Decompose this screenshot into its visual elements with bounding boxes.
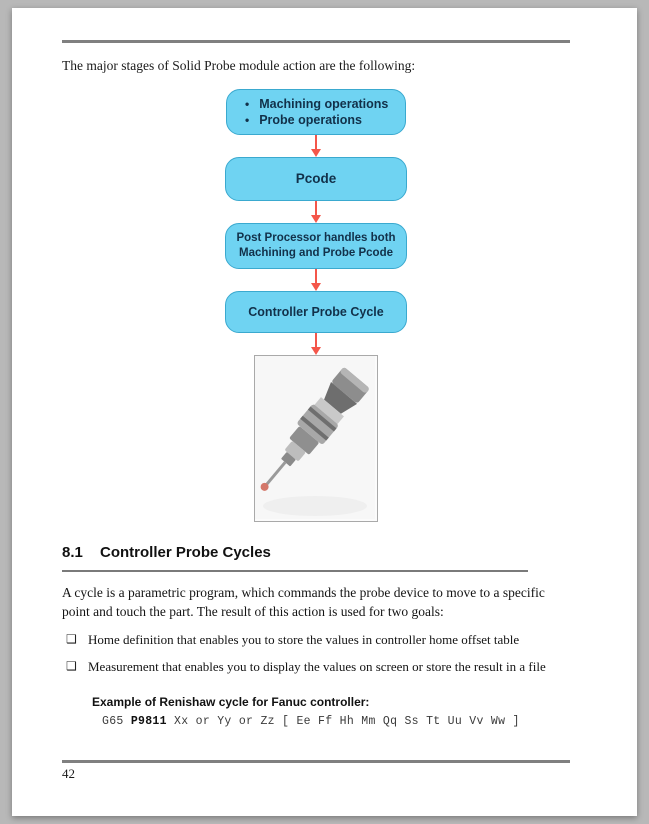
section-title: Controller Probe Cycles <box>100 544 271 562</box>
flowchart <box>62 89 570 522</box>
section-rule <box>62 570 528 572</box>
probe-photo <box>254 355 378 522</box>
code-suffix: Xx or Yy or Zz [ Ee Ff Hh Mm Qq Ss Tt Uu Vv Ww ] <box>166 715 520 729</box>
intro-paragraph: The major stages of Solid Probe module action are the following: <box>62 58 416 73</box>
section-heading <box>62 544 570 561</box>
example-code <box>102 715 570 728</box>
list-item <box>62 659 570 675</box>
section-number: 8.1 <box>62 544 83 562</box>
flow-arrow-icon <box>310 201 322 223</box>
flow-box-operations <box>226 89 406 135</box>
example-label: Example of Renishaw cycle for Fanuc controller: <box>92 695 370 710</box>
document-page <box>12 8 637 816</box>
touch-probe-illustration <box>255 356 375 519</box>
document-page-shadow <box>12 8 637 816</box>
body-paragraph: A cycle is a parametric program, which commands the probe device to move to a specific point and touch the part. The result of this action is used for two goals: <box>62 585 545 619</box>
code-prefix: G65 <box>102 715 131 729</box>
checkbox-square-icon: ❑ <box>66 659 77 674</box>
footer-rule <box>62 760 570 763</box>
flow-arrow-icon <box>310 269 322 291</box>
list-item <box>62 632 570 648</box>
flow-box-pcode: Pcode <box>225 157 407 201</box>
flow-box-operations-line-2 <box>245 112 362 128</box>
flow-box-post-processor: Post Processor handles both Machining and Probe Pcode <box>225 223 407 269</box>
page-content <box>62 40 570 728</box>
list-item-text: Home definition that enables you to store the values in controller home offset table <box>88 632 520 648</box>
flow-arrow-icon <box>310 135 322 157</box>
list-item-text: Measurement that enables you to display the values on screen or store the result in a file <box>88 659 546 675</box>
flow-box-controller-probe-cycle: Controller Probe Cycle <box>225 291 407 333</box>
bullet-dot-icon: • <box>245 113 250 128</box>
page-number: 42 <box>62 766 75 781</box>
flow-box-operations-item-0: Machining operations <box>259 96 389 111</box>
header-rule <box>62 40 570 43</box>
flow-box-operations-line-1 <box>245 96 388 112</box>
checkbox-square-icon: ❑ <box>66 632 77 647</box>
code-command: P9811 <box>130 715 167 729</box>
flow-box-operations-item-1: Probe operations <box>259 113 362 128</box>
flow-arrow-icon <box>310 333 322 355</box>
bullet-dot-icon: • <box>245 96 250 111</box>
